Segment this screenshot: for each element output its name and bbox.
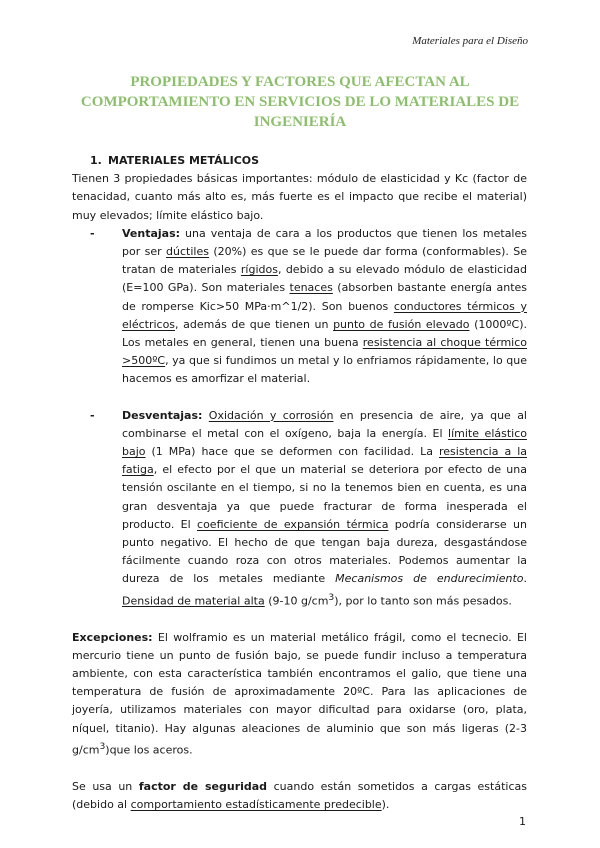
document-title: PROPIEDADES Y FACTORES QUE AFECTAN AL COMPORTAMIENTO EN SERVICIOS DE LO MATERIALES DE INGENIERÍA	[80, 74, 520, 130]
excepciones-label: Excepciones:	[72, 630, 153, 644]
term-comportamiento: comportamiento estadísticamente predecible	[130, 797, 382, 811]
ventajas-label: Ventajas:	[122, 226, 181, 240]
text-run: en presencia de aire, ya que al combinarse el metal con el oxígeno, baja la energía. El	[122, 408, 527, 440]
text-run: (1 MPa) hace que se deformen con facilidad. La	[145, 445, 439, 459]
section-heading	[72, 152, 527, 170]
desventajas-label: Desventajas:	[122, 408, 203, 422]
term-rigidos: rígidos	[240, 263, 278, 277]
term-expansion-termica: coeficiente de expansión térmica	[197, 517, 389, 531]
section-number: 1.	[90, 154, 102, 167]
term-tenaces: tenaces	[289, 281, 333, 295]
bullet-dash: -	[90, 408, 95, 422]
text-run: Se usa un	[72, 779, 139, 793]
running-header: Materiales para el Diseño	[412, 35, 528, 47]
text-run: , el efecto por el que un material se deteriora por efecto de una tensión oscilante en el tiempo, si no la tenemos bien en cuenta, es una gran desventaja ya que puede fracturar de forma inesperada el producto. El	[122, 463, 527, 531]
text-run: cuando están sometidos a cargas estáticas (debido al	[72, 779, 527, 811]
excepciones-paragraph	[72, 629, 527, 760]
superscript: 3	[328, 591, 335, 603]
text-run: una ventaja de cara a los productos que tienen los metales por ser	[122, 226, 527, 259]
text-run: ).	[381, 797, 390, 811]
text-run: , además de que tienen un	[175, 317, 334, 331]
text-run: .	[523, 572, 527, 586]
term-resistencia-choque: resistencia al choque térmico >500ºC	[122, 336, 527, 368]
desventajas-item	[72, 407, 527, 611]
spacer	[72, 611, 527, 629]
text-run: (1000ºC). Los metales en general, tienen una buena	[122, 317, 528, 350]
section-title: MATERIALES METÁLICOS	[108, 154, 260, 167]
term-factor-seguridad: factor de seguridad	[138, 779, 268, 793]
term-limite-elastico: límite elástico bajo	[122, 426, 527, 459]
term-mecanismos: Mecanismos de endurecimiento	[335, 572, 524, 586]
term-ductiles: dúctiles	[166, 245, 209, 259]
text-run: podría considerarse un punto negativo. El hecho de que tengan baja dureza, desgastándose fácilmente cuando roza con otros materiales. Podemos aumentar la dureza de los metales mediante	[122, 517, 527, 586]
spacer	[72, 760, 527, 778]
text-run: (20%) es que se le puede dar forma (conformables). Se tratan de materiales	[122, 245, 527, 277]
document-body	[72, 152, 527, 814]
term-oxidacion: Oxidación y corrosión	[208, 408, 334, 422]
text-run: , ya que si fundimos un metal y lo enfriamos rápidamente, lo que hacemos es amorfizar el material.	[122, 354, 527, 386]
term-punto-fusion: punto de fusión elevado	[333, 317, 470, 331]
bullet-dash: -	[90, 226, 95, 240]
term-conductores: conductores térmicos y eléctricos	[122, 299, 527, 331]
seguridad-paragraph	[72, 778, 527, 814]
text-run: )que los aceros.	[105, 743, 193, 757]
text-run: El wolframio es un material metálico frágil, como el tecnecio. El mercurio tiene un punto de fusión bajo, se puede fundir incluso a temperatura ambiente, con esta característica también encontramos el galio, que tiene una temperatura de fusión de aproximadamente 20ºC. Para las aplicaciones de joyería, utilizamos materiales con mayor dificultad para oxidarse (oro, plata, níquel, titanio). Hay algunas aleaciones de aluminio que son más ligeras (2-3 g/cm	[72, 630, 527, 757]
term-densidad: Densidad de material alta	[122, 594, 265, 608]
superscript: 3	[99, 740, 106, 752]
text-run: (absorben bastante energía antes de romperse Kic>50 MPa·m^1/2). Son buenos	[122, 281, 528, 313]
text-run: ), por lo tanto son más pesados.	[334, 594, 512, 608]
ventajas-item	[72, 225, 527, 389]
term-fatiga: resistencia a la fatiga	[122, 445, 527, 477]
spacer	[72, 389, 527, 407]
page-number: 1	[519, 815, 526, 828]
text-run: , debido a su elevado módulo de elasticidad (E=100 GPa). Son materiales	[122, 263, 527, 295]
intro-paragraph: Tienen 3 propiedades básicas importantes: módulo de elasticidad y Kc (factor de tenacidad, cuanto más alto es, más fuerte es el impacto que recibe el material) muy elevados; límite elástico bajo.	[72, 172, 527, 222]
text-run: (9-10 g/cm	[264, 594, 329, 608]
